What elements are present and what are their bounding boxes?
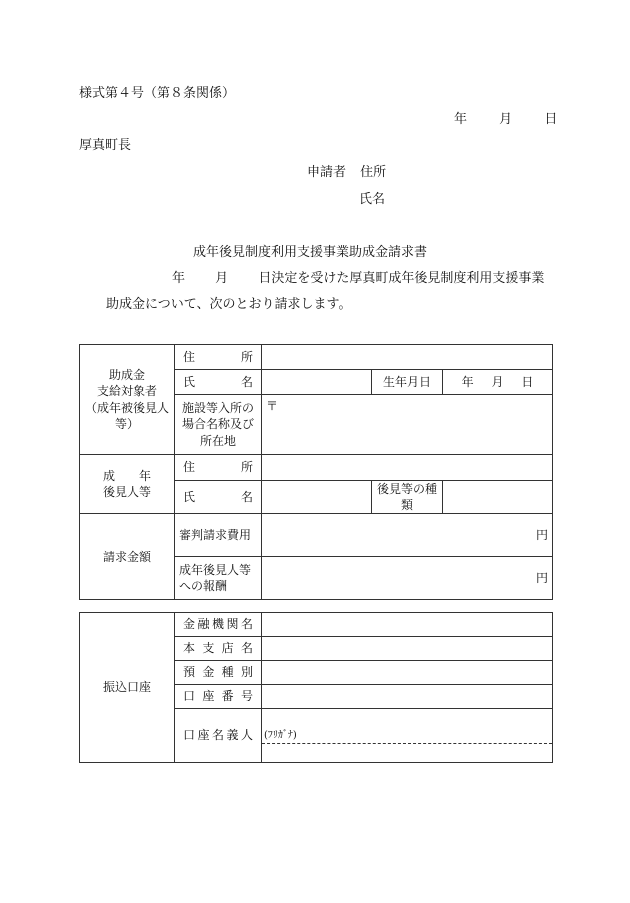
deposit-type-field[interactable]	[262, 661, 553, 685]
intro-rest: 日決定を受けた厚真町成年後見制度利用支援事業	[258, 271, 545, 286]
compensation-field[interactable]	[262, 557, 553, 600]
account-number-field[interactable]	[262, 685, 553, 709]
date-year: 年	[454, 112, 468, 127]
intro-month: 月	[215, 271, 229, 286]
date-month: 月	[499, 112, 513, 127]
account-number-label: 口 座 番 号	[175, 685, 262, 709]
trial-cost-field[interactable]	[262, 514, 553, 557]
bank-name-field[interactable]	[262, 613, 553, 637]
applicant-address-label: 住所	[360, 165, 387, 180]
trial-cost-label: 審判請求費用	[175, 514, 262, 557]
addressee: 厚真町長	[79, 138, 132, 153]
subject-name-label: 氏 名	[175, 370, 262, 395]
birthdate-label: 生年月日	[372, 370, 443, 395]
subject-address-label: 住 所	[175, 345, 262, 370]
transfer-account-label: 振込口座	[80, 613, 175, 763]
claim-amount-label: 請求金額	[80, 514, 175, 600]
branch-name-field[interactable]	[262, 637, 553, 661]
bank-name-label: 金 融 機 関 名	[175, 613, 262, 637]
branch-name-label: 本 支 店 名	[175, 637, 262, 661]
subject-name-field[interactable]	[262, 370, 372, 395]
intro-line-1	[172, 272, 544, 285]
applicant-label: 申請者	[307, 165, 347, 180]
postal-mark: 〒	[266, 399, 279, 413]
bank-table	[79, 612, 553, 763]
furigana-label: (ﾌﾘｶﾞﾅ)	[262, 728, 552, 744]
deposit-type-label: 預 金 種 別	[175, 661, 262, 685]
guardian-address-field[interactable]	[262, 455, 553, 481]
account-holder-label: 口 座 名 義 人	[175, 709, 262, 763]
compensation-label: 成年後見人等 への報酬	[175, 557, 262, 600]
subject-label: 助成金 支給対象者 （成年被後見人 等）	[80, 345, 175, 455]
facility-field[interactable]	[262, 395, 553, 455]
date-day: 日	[544, 112, 558, 127]
account-holder-field[interactable]	[262, 709, 553, 763]
guardian-name-field[interactable]	[262, 481, 372, 514]
subject-address-field[interactable]	[262, 345, 553, 370]
guardian-type-field[interactable]	[443, 481, 553, 514]
applicant-name-label: 氏名	[359, 192, 386, 207]
facility-label: 施設等入所の 場合名称及び 所在地	[175, 395, 262, 455]
guardian-name-label: 氏 名	[175, 481, 262, 514]
yen-unit: 円	[535, 528, 548, 543]
guardian-address-label: 住 所	[175, 455, 262, 481]
claim-table	[79, 344, 553, 600]
intro-year: 年	[172, 271, 186, 286]
document-title: 成年後見制度利用支援事業助成金請求書	[193, 245, 428, 260]
form-number: 様式第４号（第８条関係）	[79, 86, 236, 101]
intro-line-2: 助成金について、次のとおり請求します。	[106, 297, 352, 312]
guardian-type-label: 後見等の種類	[372, 481, 443, 514]
guardian-label: 成 年 後見人等	[80, 455, 175, 514]
date-line	[454, 113, 557, 126]
yen-unit: 円	[535, 571, 548, 586]
applicant-address-line	[307, 166, 386, 179]
birthdate-field[interactable]: 年 月 日	[443, 370, 553, 395]
